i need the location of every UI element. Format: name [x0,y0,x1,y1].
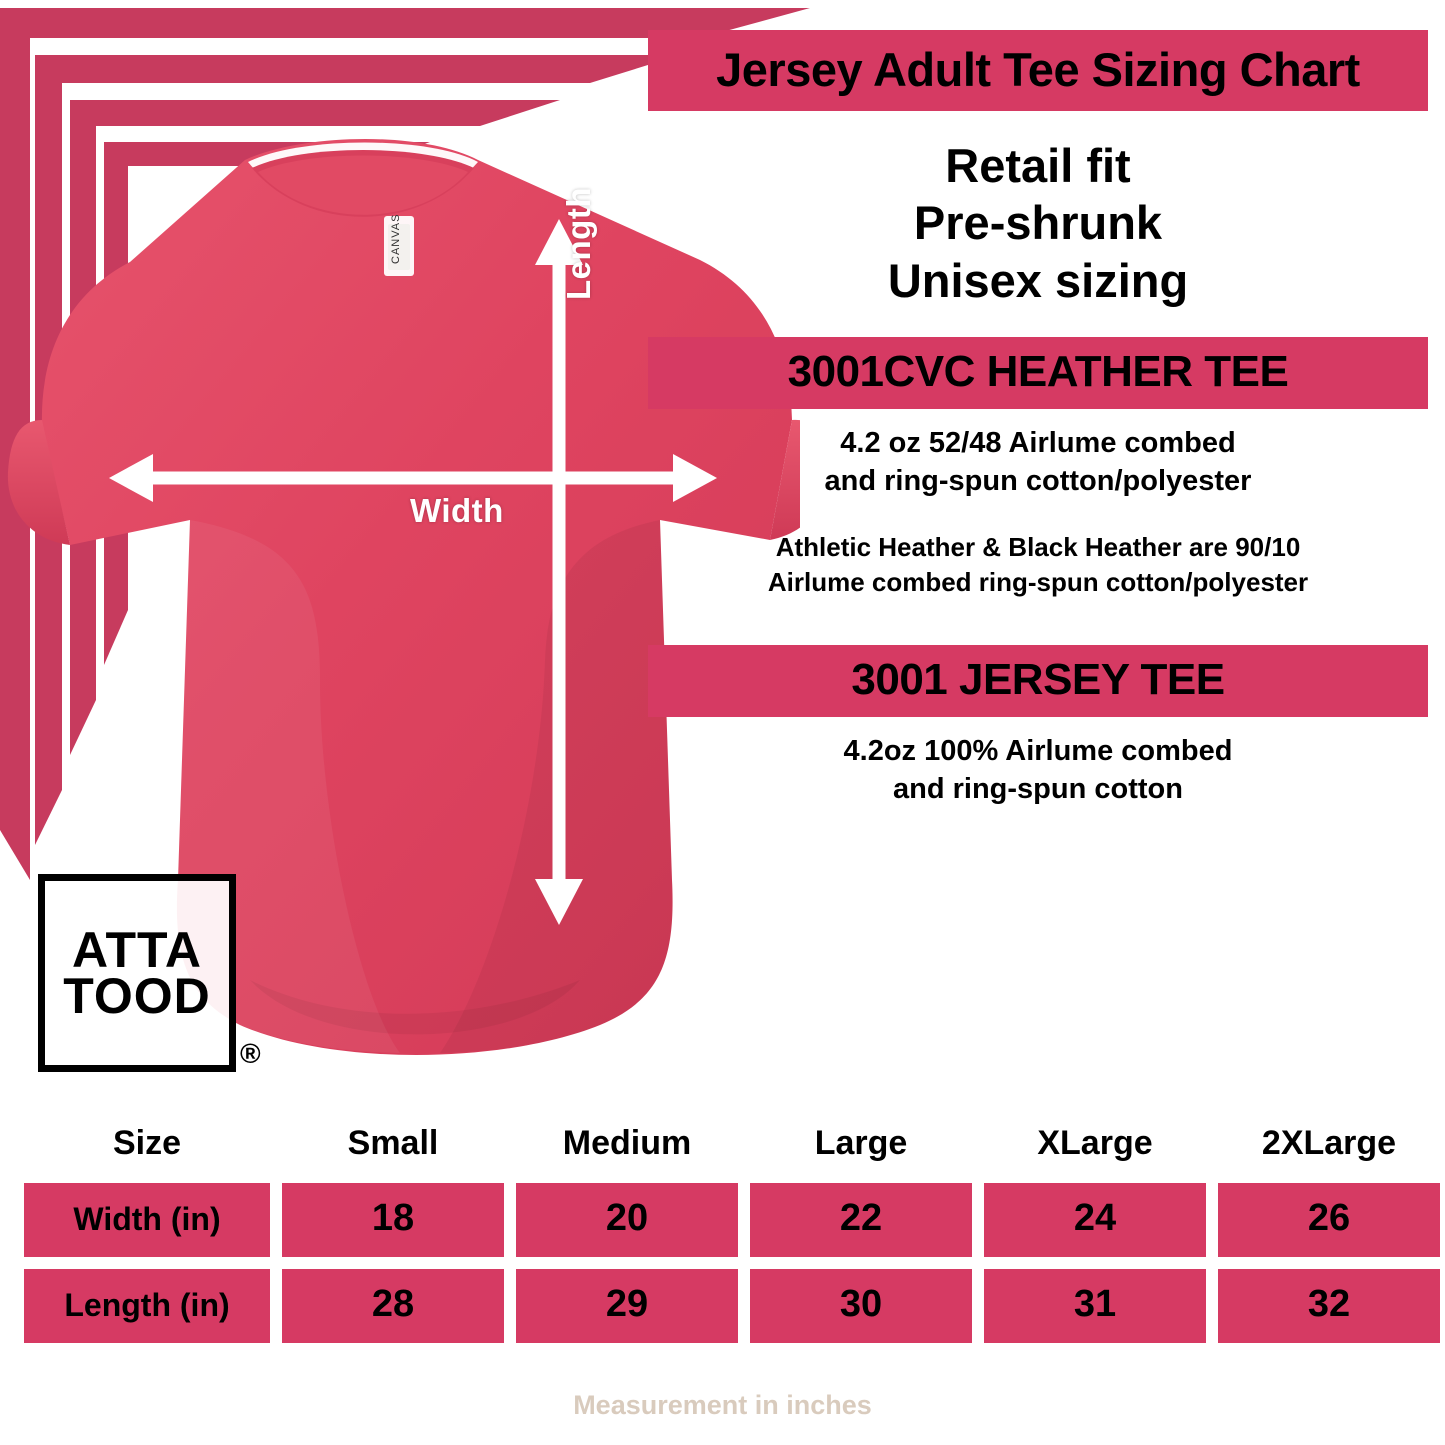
measurement-footnote: Measurement in inches [573,1390,872,1420]
product-cvc-desc-line-1: 4.2 oz 52/48 Airlume combed [840,426,1236,459]
product-cvc-description [648,425,1428,500]
product-cvc-note [648,530,1428,599]
product-cvc-desc-line-2: and ring-spun cotton/polyester [824,464,1252,497]
product-jersey-desc-line-2: and ring-spun cotton [893,772,1183,805]
length-arrow [515,215,605,930]
page-title [648,30,1428,111]
table-header-2xlarge: 2XLarge [1261,1124,1397,1162]
page-title-text: Jersey Adult Tee Sizing Chart [716,43,1360,96]
svg-text:CANVAS: CANVAS [390,213,402,264]
table-header-large: Large [814,1124,908,1162]
row-label-width: Width (in) [24,1183,270,1257]
cell-length-2xlarge: 32 [1218,1269,1440,1343]
product-jersey-band [648,645,1428,717]
fit-info [648,137,1428,309]
table-header-medium: Medium [562,1124,692,1162]
table-header-row [24,1118,1424,1169]
cell-length-xlarge: 31 [984,1269,1206,1343]
cell-width-xlarge: 24 [984,1183,1206,1257]
width-label: Width [410,492,504,529]
fit-line-3: Unisex sizing [887,253,1189,307]
product-jersey-desc-line-1: 4.2oz 100% Airlume combed [843,734,1233,767]
table-header-small: Small [347,1124,439,1162]
product-cvc-title: 3001CVC HEATHER TEE [787,346,1289,396]
product-cvc-note-line-1: Athletic Heather & Black Heather are 90/10 [775,532,1301,563]
cell-width-2xlarge: 26 [1218,1183,1440,1257]
row-label-length: Length (in) [24,1269,270,1343]
product-cvc-note-line-2: Airlume combed ring-spun cotton/polyester [767,566,1309,597]
cell-length-large: 30 [750,1269,972,1343]
fit-line-1: Retail fit [945,139,1131,192]
table-row [24,1269,1424,1343]
info-column [648,30,1428,808]
length-label: Length [560,187,597,300]
product-jersey-title: 3001 JERSEY TEE [851,654,1225,704]
cell-length-medium: 29 [516,1269,738,1343]
cell-width-large: 22 [750,1183,972,1257]
cell-width-medium: 20 [516,1183,738,1257]
product-cvc-band [648,337,1428,409]
sizing-table [24,1118,1424,1355]
product-jersey-description [648,733,1428,808]
logo-line-1: ATTA [72,922,202,978]
table-header-size: Size [112,1124,182,1162]
fit-line-2: Pre-shrunk [913,196,1163,250]
cell-width-small: 18 [282,1183,504,1257]
brand-logo [38,874,236,1072]
logo-registered-mark: ® [240,1038,261,1069]
table-header-xlarge: XLarge [1037,1124,1153,1162]
logo-line-2: TOOD [63,968,211,1024]
cell-length-small: 28 [282,1269,504,1343]
table-row [24,1183,1424,1257]
